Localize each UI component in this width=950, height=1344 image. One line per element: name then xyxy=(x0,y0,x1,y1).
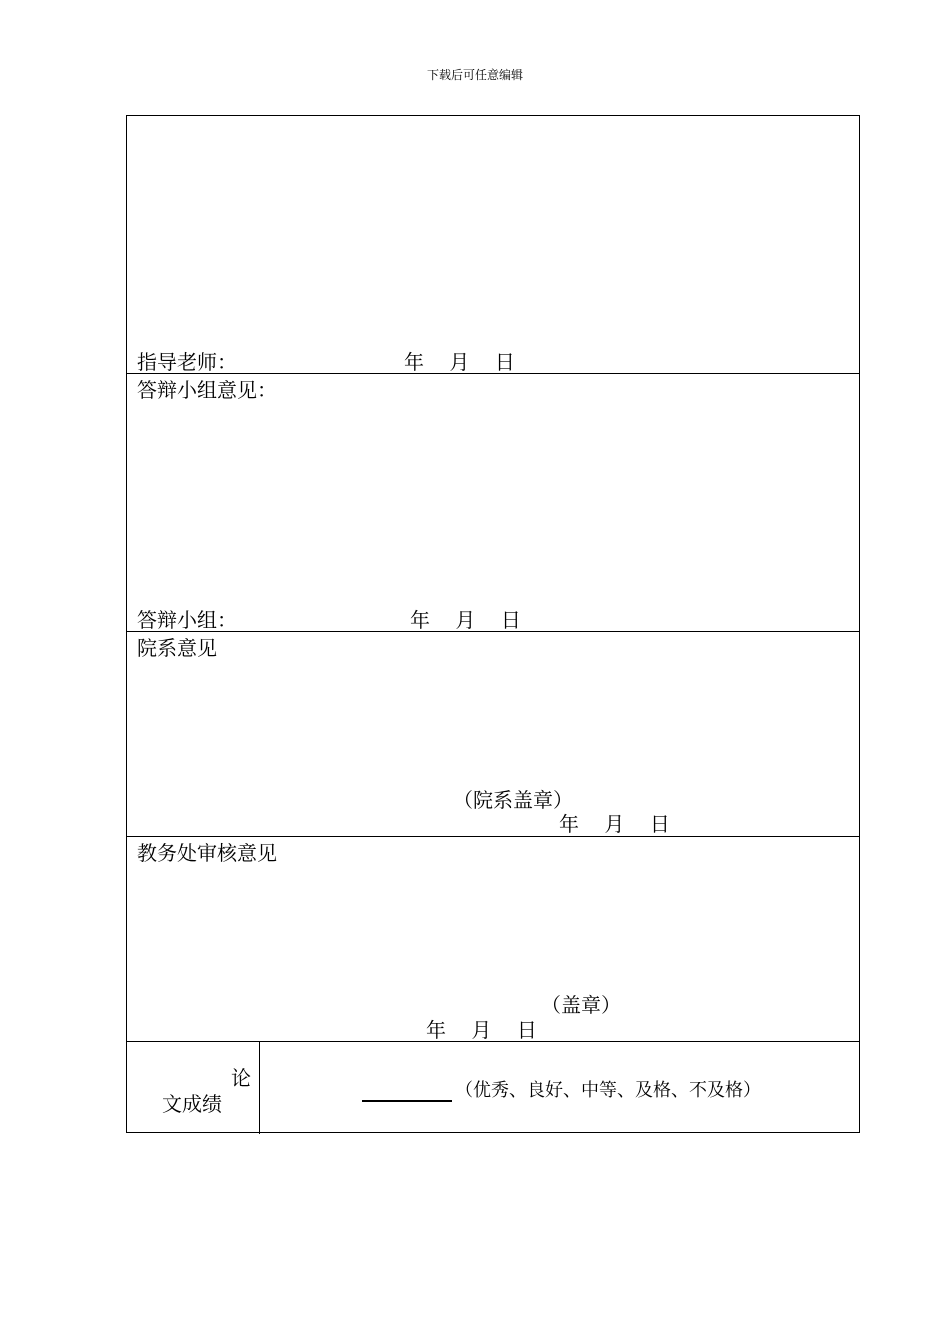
grade-label-cell xyxy=(127,1042,260,1134)
advisor-signature-label: 指导老师： xyxy=(137,350,237,374)
academic-affairs-title: 教务处审核意见 xyxy=(137,841,277,865)
academic-affairs-section xyxy=(127,837,859,1042)
advisor-opinion-section xyxy=(127,116,859,374)
thesis-grade-row xyxy=(127,1042,859,1134)
defense-opinion-title: 答辩小组意见： xyxy=(137,378,277,402)
grade-options: （优秀、良好、中等、及格、不及格） xyxy=(455,1080,761,1101)
department-seal: （院系盖章） xyxy=(453,788,573,812)
defense-signature-label: 答辩小组： xyxy=(137,608,237,632)
evaluation-form xyxy=(126,115,860,1133)
advisor-date: 年 月 日 xyxy=(404,350,515,374)
department-opinion-title: 院系意见 xyxy=(137,636,217,660)
department-date: 年 月 日 xyxy=(559,812,670,836)
academic-affairs-seal: （盖章） xyxy=(541,993,621,1017)
defense-opinion-section xyxy=(127,374,859,632)
grade-label-line2: 文成绩 xyxy=(162,1092,222,1116)
academic-affairs-date: 年 月 日 xyxy=(426,1018,537,1042)
grade-label-line1: 论 xyxy=(231,1066,251,1090)
grade-blank-line[interactable] xyxy=(362,1100,452,1102)
header-note: 下载后可任意编辑 xyxy=(426,68,523,82)
department-opinion-section xyxy=(127,632,859,837)
defense-date: 年 月 日 xyxy=(410,608,521,632)
